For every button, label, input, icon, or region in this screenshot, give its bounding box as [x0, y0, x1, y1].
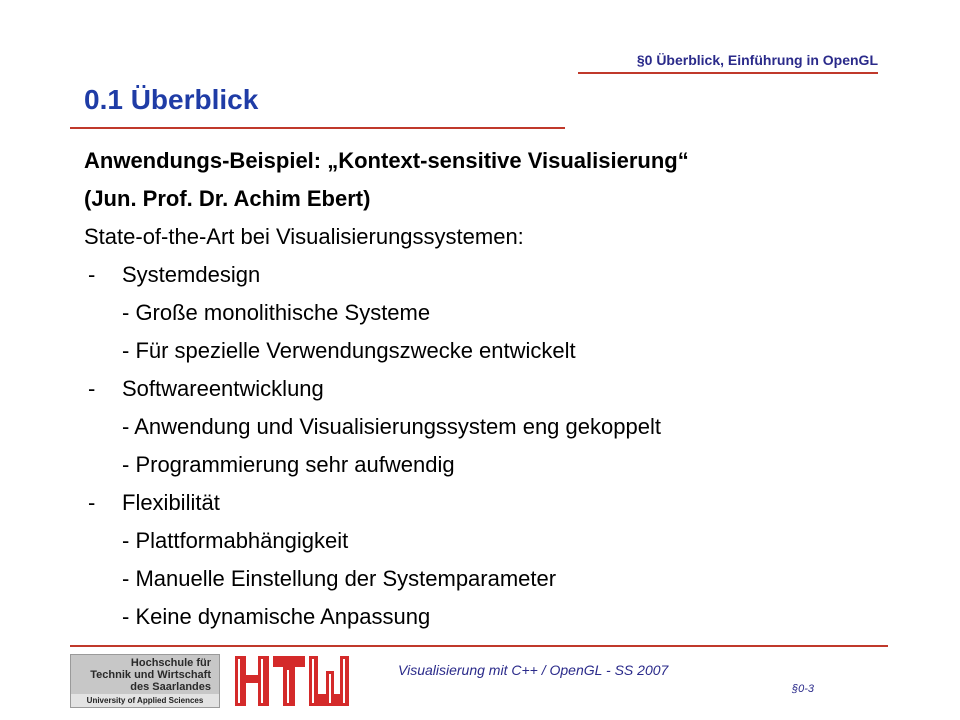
sub-item: - Plattformabhängigkeit	[122, 528, 349, 553]
bullet-marker: -	[88, 262, 96, 287]
university-subline: University of Applied Sciences	[71, 694, 219, 707]
title-underline	[70, 127, 565, 129]
sub-item: - Programmierung sehr aufwendig	[122, 452, 455, 477]
bullet-label: Softwareentwicklung	[122, 376, 324, 401]
section-underline	[578, 72, 878, 74]
sub-item: - Keine dynamische Anpassung	[122, 604, 431, 629]
sub-item: - Für spezielle Verwendungszwecke entwickelt	[122, 338, 576, 363]
footer-divider	[70, 645, 888, 647]
bullet-marker: -	[88, 490, 96, 515]
list-item	[84, 484, 944, 522]
section-header: §0 Überblick, Einführung in OpenGL	[636, 52, 878, 68]
university-name-line: Hochschule für	[130, 657, 211, 669]
intro-text: State-of-the-Art bei Visualisierungssystemen:	[84, 224, 524, 249]
heading-line: Anwendungs-Beispiel: „Kontext-sensitive Visualisierung“	[84, 148, 689, 173]
bullet-marker: -	[88, 376, 96, 401]
bullet-label: Systemdesign	[122, 262, 261, 287]
sub-item: - Anwendung und Visualisierungssystem eng gekoppelt	[122, 414, 661, 439]
footer-course-text: Visualisierung mit C++ / OpenGL - SS 2007	[398, 662, 669, 678]
slide-content	[84, 142, 944, 636]
page-number: §0-3	[792, 683, 815, 695]
htw-logo	[233, 653, 353, 709]
list-item	[84, 256, 944, 294]
university-badge	[70, 654, 220, 708]
list-item	[84, 370, 944, 408]
sub-item: - Große monolithische Systeme	[122, 300, 431, 325]
university-name-line: Technik und Wirtschaft	[90, 669, 211, 681]
bullet-label: Flexibilität	[122, 490, 220, 515]
slide-title: 0.1 Überblick	[84, 84, 259, 115]
heading-line: (Jun. Prof. Dr. Achim Ebert)	[84, 186, 371, 211]
university-name-line: des Saarlandes	[130, 681, 211, 693]
sub-item: - Manuelle Einstellung der Systemparameter	[122, 566, 557, 591]
